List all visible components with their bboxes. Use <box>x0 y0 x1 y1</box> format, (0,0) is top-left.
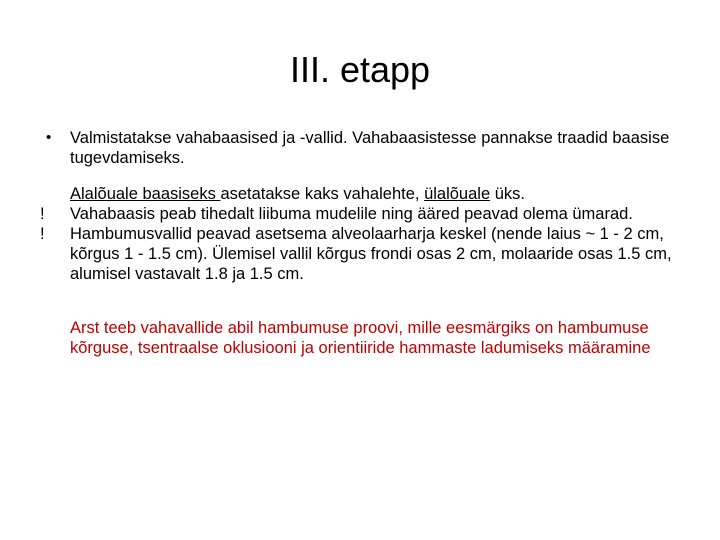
paragraph-4 <box>40 224 684 284</box>
paragraph-3-text: Vahabaasis peab tihedalt liibuma mudelile ning ääred peavad olema ümarad. <box>70 205 633 223</box>
spacer <box>44 284 684 318</box>
bullet-paragraph-1 <box>44 128 684 168</box>
underlined-text-alaloualebaasiseks: Alalõuale baasiseks <box>70 185 221 203</box>
paragraph-4-text: Hambumusvallid peavad asetsema alveolaarharja keskel (nende laius ~ 1 - 2 cm, kõrgus 1 - 1.5 cm). Ülemisel vallil kõrgus frondi osas 2 cm, molaaride osas 1.5 cm, alumisel vastavalt 1.8 ja 1.5 cm. <box>70 225 672 283</box>
spacer <box>44 168 684 184</box>
paragraph-5-text: Arst teeb vahavallide abil hambumuse proovi, mille eesmärgiks on hambumuse kõrguse, tsentraalse oklusiooni ja orientiiride hammaste ladumiseks määramine <box>70 319 651 357</box>
exclamation-marker: ! <box>40 225 45 243</box>
paragraph-3 <box>40 204 684 224</box>
paragraph-1-text: Valmistatakse vahabaasised ja -vallid. Vahabaasistesse pannakse traadid baasise tugevdamiseks. <box>70 129 670 167</box>
paragraph-2-text-a: asetatakse kaks vahalehte, <box>220 185 425 203</box>
paragraph-5-red <box>44 318 684 358</box>
exclamation-marker: ! <box>40 205 45 223</box>
paragraph-2-text-b: üks. <box>490 185 525 203</box>
bullet-icon: • <box>46 129 52 146</box>
slide-title: III. etapp <box>289 49 431 90</box>
underlined-text-ulaloualele: ülalõuale <box>424 185 491 203</box>
paragraph-2 <box>44 184 684 204</box>
slide-content <box>40 128 684 358</box>
